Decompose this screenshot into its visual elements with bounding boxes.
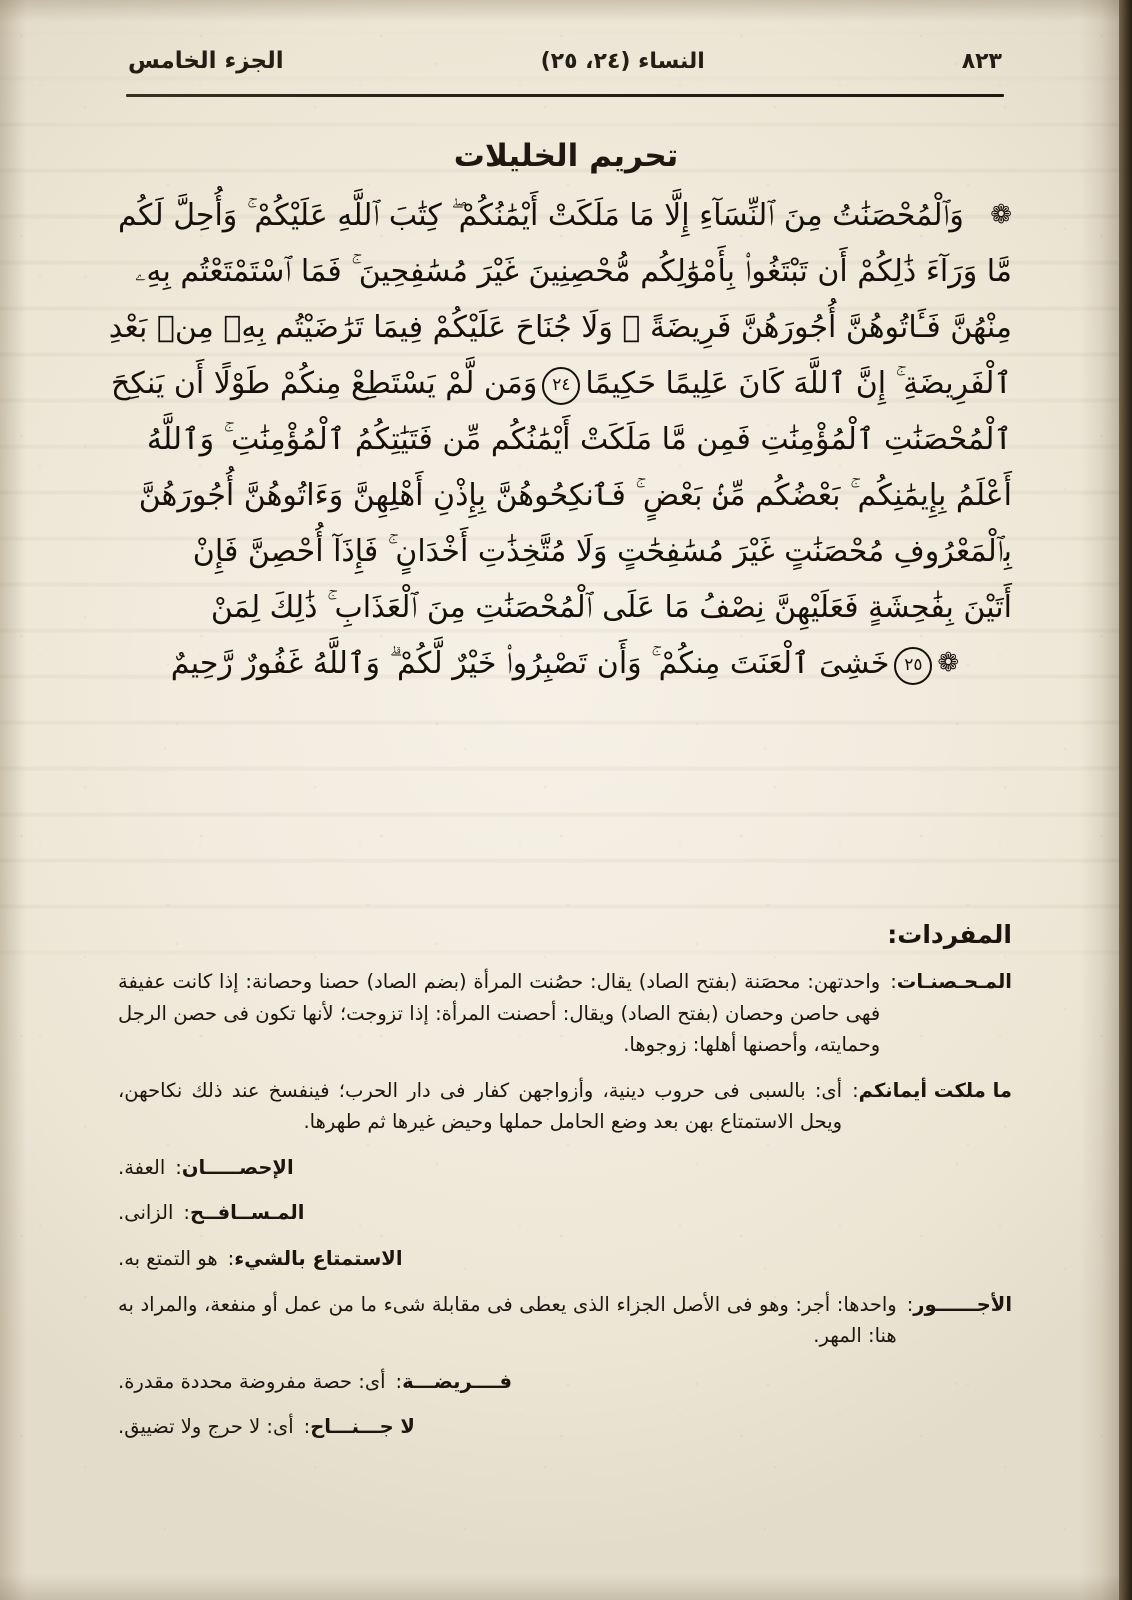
vocab-colon: : [303, 1415, 311, 1439]
vocab-term: لا جـــنـــاح [310, 1415, 415, 1439]
vocab-entry [118, 1289, 1012, 1352]
quran-line [118, 256, 1012, 312]
quran-line [118, 648, 1012, 704]
vocab-term: المـحـصنـات [896, 970, 1012, 993]
vocab-definition: أى: لا حرج ولا تضييق. [118, 1415, 294, 1439]
quran-line-text: خَشِىَ ٱلْعَنَتَ مِنكُمْ ۚ وَأَن تَصْبِرُوا۟ خَيْرٌ لَّكُمْ ۗ وَٱللَّهُ غَفُورٌ رَّحِيمٌ [170, 646, 890, 681]
quran-line-text: وَٱلْمُحْصَنَٰتُ مِنَ ٱلنِّسَآءِ إِلَّا مَا مَلَكَتْ أَيْمَٰنُكُمْ ۖ كِتَٰبَ ٱللَّهِ عَلَيْكُمْ ۚ وَأُحِلَّ لَكُم [118, 198, 964, 233]
vocab-colon: : [890, 970, 897, 993]
vocab-entry [118, 1243, 1012, 1275]
quran-line-text: ٱلْفَرِيضَةِ ۚ إِنَّ ٱللَّهَ كَانَ عَلِيمًا حَكِيمًا [585, 366, 1012, 401]
vocab-term: الإحصـــــان [181, 1155, 294, 1179]
quran-line [118, 592, 1012, 648]
quran-line [118, 480, 1012, 536]
vocab-entry [118, 966, 1012, 1061]
vocab-term: فــــريضـــة [402, 1369, 513, 1393]
quran-line [118, 424, 1012, 480]
quran-line-text: مَّا وَرَآءَ ذَٰلِكُمْ أَن تَبْتَغُوا۟ بِأَمْوَٰلِكُم مُّحْصِنِينَ غَيْرَ مُسَٰفِحِينَ ۚ فَمَا ٱسْتَمْتَعْتُم بِهِۦ [134, 254, 1012, 289]
vocab-definition: واحدتهن: محصَنة (بفتح الصاد) يقال: حصُنت المرأة (بضم الصاد) حصنا وحصانة: إذا كانت عفيفة فهى حاصن وحصان (بفتح الصاد) ويقال: أحصنت المرأة: إذا تزوجت؛ لأنها تكون فى حصن الرجل وحمايته، وأحصنها أهلها: زوجوها. [118, 970, 881, 1057]
vocab-definition: هو التمتع به. [118, 1247, 218, 1271]
header-divider-rule [126, 94, 1004, 97]
vocab-entry [118, 1075, 1012, 1138]
quran-line [111, 366, 1012, 424]
vocab-term: المـســافــح [190, 1201, 305, 1225]
quran-line-text: ٱلْمُحْصَنَٰتِ ٱلْمُؤْمِنَٰتِ فَمِن مَّا مَلَكَتْ أَيْمَٰنُكُم مِّن فَتَيَٰتِكُمُ ٱلْمُؤْمِنَٰتِ ۚ وَٱللَّهُ [146, 422, 1012, 457]
quran-line [118, 200, 1012, 256]
vocab-entry [118, 1197, 1012, 1229]
vocab-definition: الزانى. [118, 1201, 174, 1225]
header-part-label: الجزء الخامس [128, 48, 284, 74]
vocab-term: الأجــــــور [913, 1292, 1012, 1316]
vocab-term: ما ملكت أيمانكم [858, 1078, 1012, 1102]
mufradat-list [118, 966, 1012, 1457]
vocab-entry [118, 1152, 1012, 1184]
quran-line-text: مِنْهُنَّ فَـَٔاتُوهُنَّ أُجُورَهُنَّ فَرِيضَةً ۚ وَلَا جُنَاحَ عَلَيْكُمْ فِيمَا تَرَٰضَيْتُم بِهِۦ مِنۢ بَعْدِ [108, 310, 1012, 345]
mufradat-heading: المفردات: [887, 920, 1012, 949]
vocab-colon: : [175, 1155, 182, 1179]
vocab-definition: أى: بالسبى فى حروب دينية، وأزواجهن كفار فى دار الحرب؛ فينفسخ عند ذلك نكاحهن، ويحل الاستمتاع بهن بعد وضع الحامل حملها وحيض غيرها ثم طهرها. [118, 1078, 843, 1134]
section-title: تحريم الخليلات [453, 138, 679, 174]
vocab-entry [118, 1366, 1012, 1398]
vocab-entry [118, 1411, 1012, 1443]
ayah-number-marker-24: ٢٤ [542, 367, 580, 405]
vocab-definition: أى: حصة مفروضة محددة مقدرة. [118, 1369, 386, 1393]
vocab-colon: : [395, 1369, 403, 1393]
vocab-colon: : [227, 1247, 235, 1271]
running-header [128, 48, 1002, 74]
ayah-number-marker-25: ٢٥ [894, 647, 932, 685]
quran-verse-block [108, 198, 1012, 704]
ayah-start-ornament-icon: ❁ [990, 200, 1012, 230]
vocab-colon: : [852, 1078, 859, 1102]
vocab-definition: واحدها: أجر: وهو فى الأصل الجزاء الذى يعطى فى مقابلة شىء ما من عمل أو منفعة، والمراد به هنا: المهر. [118, 1292, 897, 1348]
quran-line [118, 536, 1012, 592]
ayah-end-ornament-icon: ❁ [937, 648, 960, 678]
header-page-number: ٨٢٣ [961, 49, 1002, 74]
quran-line [108, 310, 1012, 368]
quran-line-text: أَعْلَمُ بِإِيمَٰنِكُم ۚ بَعْضُكُم مِّنۢ بَعْضٍ ۚ فَٱنكِحُوهُنَّ بِإِذْنِ أَهْلِهِنَّ وَءَاتُوهُنَّ أُجُورَهُنَّ [138, 478, 1012, 513]
quran-line-text: وَمَن لَّمْ يَسْتَطِعْ مِنكُمْ طَوْلًا أَن يَنكِحَ [111, 366, 538, 401]
vocab-definition: العفة. [118, 1155, 166, 1179]
vocab-colon: : [183, 1201, 190, 1225]
quran-line-text: بِٱلْمَعْرُوفِ مُحْصَنَٰتٍ غَيْرَ مُسَٰفِحَٰتٍ وَلَا مُتَّخِذَٰتِ أَخْدَانٍ ۚ فَإِذَآ أُحْصِنَّ فَإِنْ [192, 534, 1012, 569]
header-surah-ayah-label: النساء (٢٤، ٢٥) [540, 49, 705, 74]
vocab-term: الاستمتاع بالشيء [234, 1247, 403, 1271]
vocab-colon: : [906, 1292, 914, 1316]
quran-line-text: أَتَيْنَ بِفَٰحِشَةٍ فَعَلَيْهِنَّ نِصْفُ مَا عَلَى ٱلْمُحْصَنَٰتِ مِنَ ٱلْعَذَابِ ۚ ذَٰلِكَ لِمَنْ [210, 590, 1012, 625]
